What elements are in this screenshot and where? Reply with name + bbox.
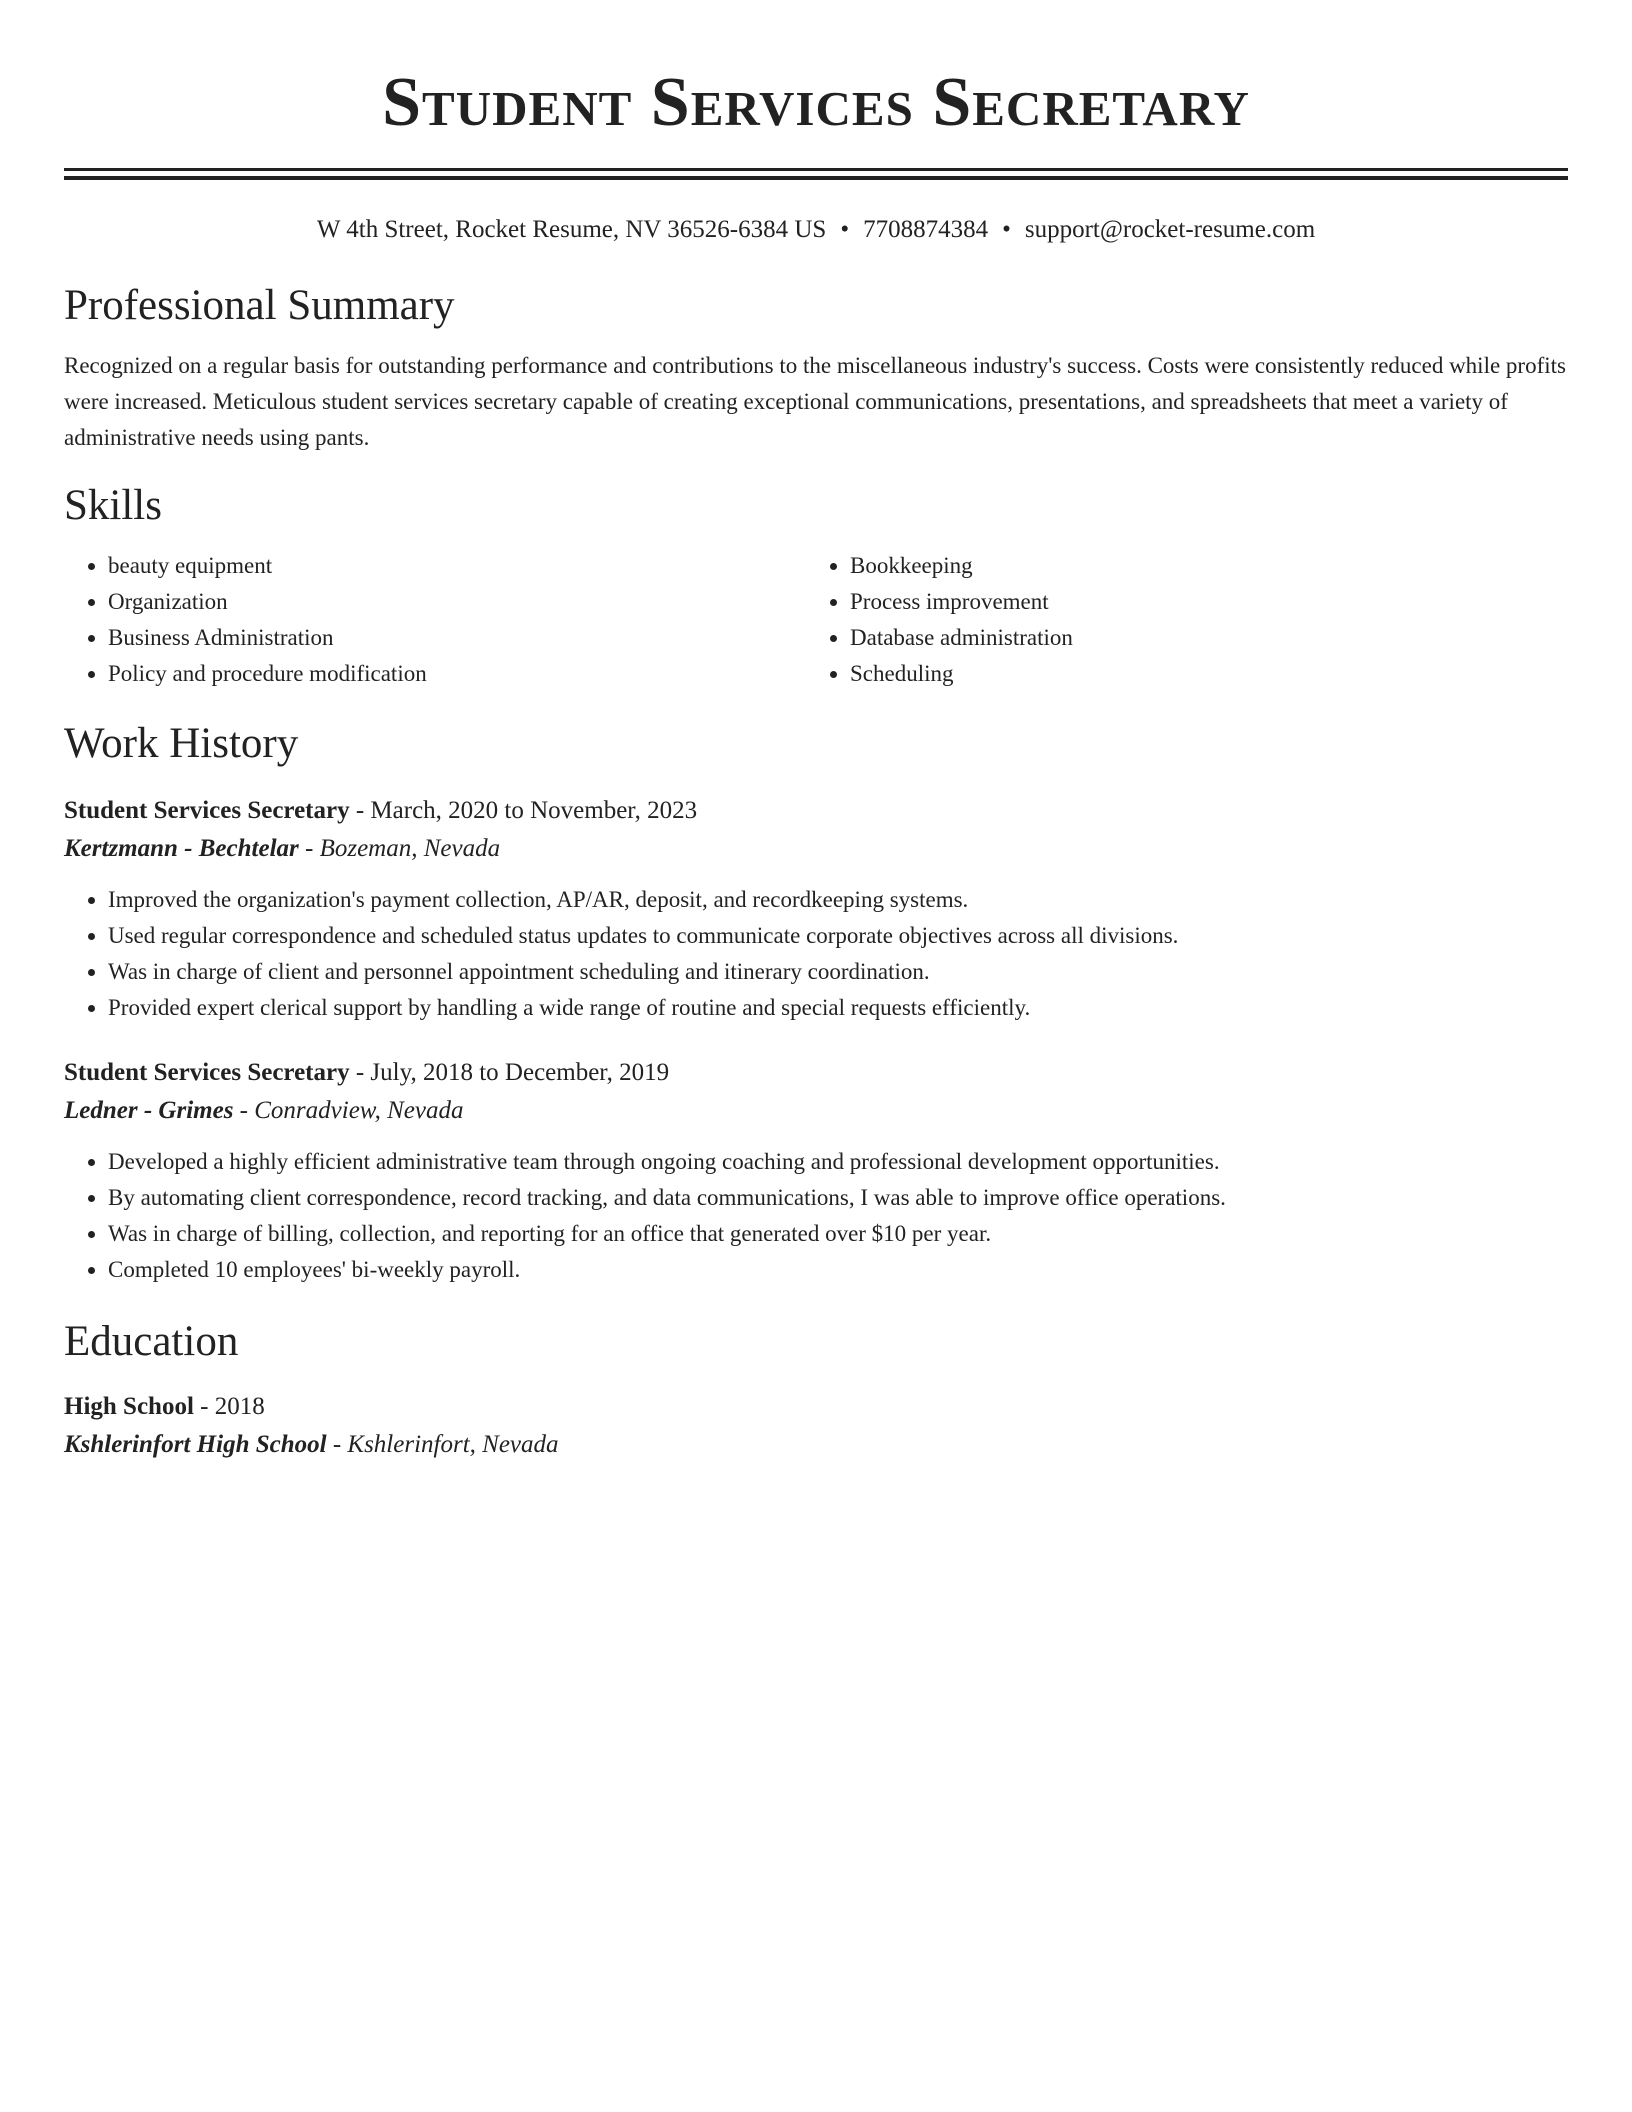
employer-name: Kertzmann - Bechtelar <box>64 835 299 862</box>
resume-name: Student Services Secretary <box>382 64 1250 141</box>
employer-location: - Conradview, Nevada <box>233 1097 464 1124</box>
school-location: - Kshlerinfort, Nevada <box>326 1431 559 1458</box>
job-title-line <box>64 792 1568 830</box>
job-duty: • Used regular correspondence and scheduled status updates to communicate corporate objectives across all divisions. <box>108 918 1568 954</box>
job-dates: - March, 2020 to November, 2023 <box>349 797 698 824</box>
job-duty: • Developed a highly efficient administrative team through ongoing coaching and professional development opportunities. <box>108 1144 1568 1180</box>
summary-text: Recognized on a regular basis for outstanding performance and contributions to the miscellaneous industry's success. Costs were consistently reduced while profits were increased. Meticulous student services secretary capable of creating exceptional communications, presentations, and spreadsheets that meet a variety of administrative needs using pants. <box>64 353 1566 450</box>
skill-item: • Database administration <box>850 620 1548 656</box>
skill-item: • Scheduling <box>850 656 1548 692</box>
education-entry <box>64 1388 1568 1464</box>
job-duty: • Completed 10 employees' bi-weekly payroll. <box>108 1252 1568 1288</box>
skills-column-right <box>806 548 1548 692</box>
skills-list <box>64 548 1568 692</box>
job-title-line <box>64 1054 1568 1092</box>
employer-line <box>64 830 1568 868</box>
header-rule-top <box>64 168 1568 171</box>
header-rule-bottom <box>64 176 1568 180</box>
contact-separator: • <box>1002 216 1011 243</box>
skills-column-left <box>64 548 806 692</box>
employer-location: - Bozeman, Nevada <box>298 835 501 862</box>
skill-item: • Process improvement <box>850 584 1548 620</box>
job-duty: • By automating client correspondence, record tracking, and data communications, I was able to improve office operations. <box>108 1180 1568 1216</box>
job-title: Student Services Secretary <box>64 797 350 824</box>
job-title: Student Services Secretary <box>64 1059 350 1086</box>
job-duty: • Was in charge of client and personnel appointment scheduling and itinerary coordination. <box>108 954 1568 990</box>
skill-item: • Organization <box>108 584 806 620</box>
summary-heading: Professional Summary <box>64 282 455 329</box>
skill-item: • beauty equipment <box>108 548 806 584</box>
contact-address: W 4th Street, Rocket Resume, NV 36526-6384 US <box>316 216 827 243</box>
skill-item: • Bookkeeping <box>850 548 1548 584</box>
degree-name: High School <box>64 1393 194 1420</box>
job-dates: - July, 2018 to December, 2019 <box>349 1059 670 1086</box>
job-duty: • Improved the organization's payment collection, AP/AR, deposit, and recordkeeping systems. <box>108 882 1568 918</box>
contact-separator: • <box>840 216 850 243</box>
job-duties <box>64 1144 1568 1288</box>
degree-line <box>64 1388 1568 1426</box>
degree-year: - 2018 <box>193 1393 265 1420</box>
work-history-heading: Work History <box>64 720 299 767</box>
resume-page <box>64 0 1568 1464</box>
job-duties <box>64 882 1568 1026</box>
employer-line <box>64 1092 1568 1130</box>
education-heading: Education <box>64 1318 239 1365</box>
school-name: Kshlerinfort High School <box>64 1431 327 1458</box>
job-entry <box>64 792 1568 1026</box>
school-line <box>64 1426 1568 1464</box>
skills-heading: Skills <box>64 482 162 529</box>
employer-name: Ledner - Grimes <box>64 1097 234 1124</box>
contact-phone: 7708874384 <box>863 216 989 243</box>
skill-item: • Policy and procedure modification <box>108 656 806 692</box>
contact-line <box>64 212 1568 248</box>
job-duty: • Provided expert clerical support by handling a wide range of routine and special requests efficiently. <box>108 990 1568 1026</box>
job-entry <box>64 1054 1568 1288</box>
skill-item: • Business Administration <box>108 620 806 656</box>
job-duty: • Was in charge of billing, collection, and reporting for an office that generated over $10 per year. <box>108 1216 1568 1252</box>
contact-email: support@rocket-resume.com <box>1024 216 1316 243</box>
